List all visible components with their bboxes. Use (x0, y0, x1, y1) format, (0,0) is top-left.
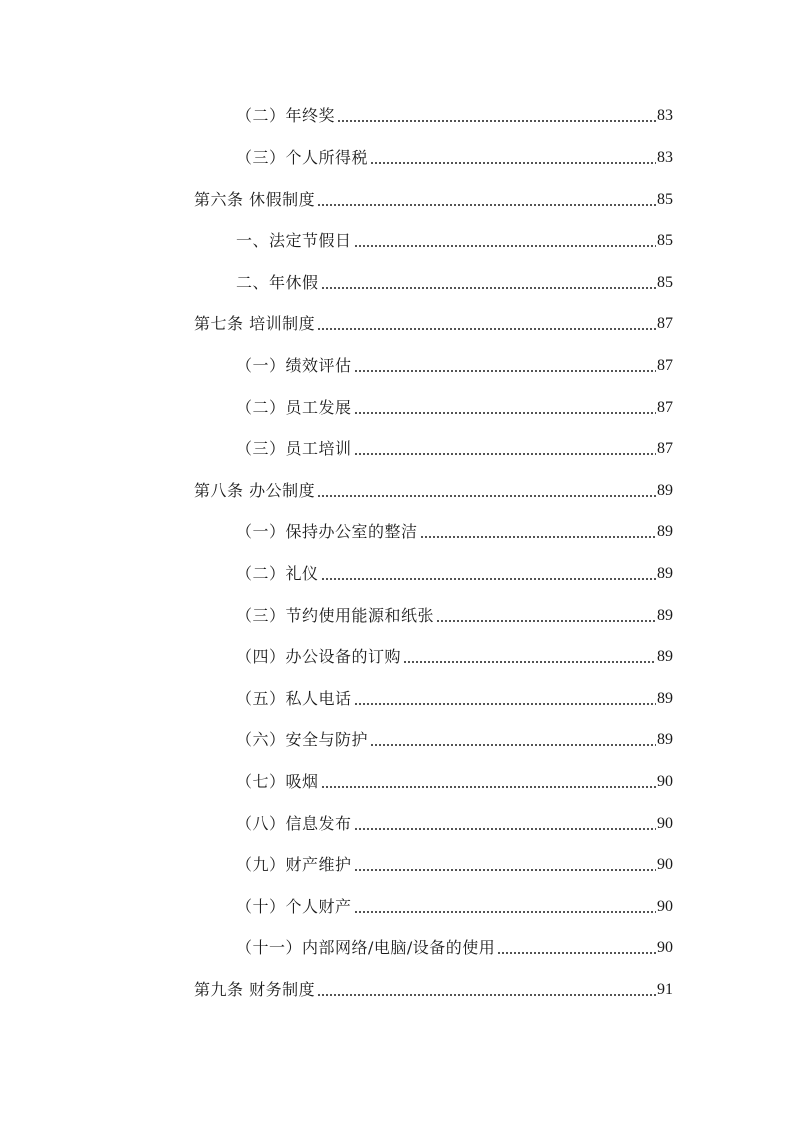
toc-entry[interactable] (236, 146, 673, 168)
toc-entry-page: 90 (657, 898, 673, 915)
toc-entry-label: （二）年终奖 (236, 106, 336, 125)
dot-leader (354, 911, 656, 913)
toc-entry[interactable] (194, 978, 673, 1000)
toc-entry-label: 一、法定节假日 (236, 231, 352, 250)
toc-entry-page: 89 (657, 565, 673, 582)
toc-entry[interactable] (236, 853, 673, 875)
toc-entry-label: （六）安全与防护 (236, 730, 369, 749)
toc-entry[interactable] (194, 312, 673, 334)
dot-leader (497, 952, 656, 954)
toc-entry[interactable] (236, 645, 673, 667)
toc-entry-label: （四）办公设备的订购 (236, 647, 402, 666)
toc-entry-label: 第八条 办公制度 (194, 481, 316, 500)
toc-entry-label: （二）员工发展 (236, 398, 352, 417)
toc-entry[interactable] (236, 520, 673, 542)
toc-entry-page: 89 (657, 690, 673, 707)
toc-entry-label: 二、年休假 (236, 273, 319, 292)
toc-entry[interactable] (236, 770, 673, 792)
dot-leader (354, 370, 656, 372)
toc-entry-page: 87 (657, 399, 673, 416)
toc-entry-page: 90 (657, 856, 673, 873)
toc-entry-label: （二）礼仪 (236, 564, 319, 583)
toc-entry-label: （三）员工培训 (236, 439, 352, 458)
dot-leader (317, 994, 656, 996)
toc-entry-page: 87 (657, 315, 673, 332)
toc-entry-label: （九）财产维护 (236, 855, 352, 874)
dot-leader (321, 287, 656, 289)
dot-leader (354, 869, 656, 871)
toc-entry[interactable] (236, 562, 673, 584)
toc-entry[interactable] (236, 271, 673, 293)
toc-entry-label: （十）个人财产 (236, 897, 352, 916)
toc-entry[interactable] (236, 728, 673, 750)
toc-entry-page: 85 (657, 232, 673, 249)
toc-entry-label: （三）节约使用能源和纸张 (236, 606, 435, 625)
dot-leader (354, 828, 656, 830)
toc-entry-page: 89 (657, 523, 673, 540)
toc-entry[interactable] (236, 396, 673, 418)
dot-leader (354, 703, 656, 705)
toc-entry[interactable] (236, 936, 673, 958)
toc-entry-page: 89 (657, 607, 673, 624)
toc-entry[interactable] (236, 895, 673, 917)
toc-entry-page: 90 (657, 773, 673, 790)
toc-entry[interactable] (236, 604, 673, 626)
toc-entry-page: 85 (657, 191, 673, 208)
dot-leader (370, 162, 656, 164)
toc-entry-page: 89 (657, 731, 673, 748)
toc-entry-label: （三）个人所得税 (236, 148, 369, 167)
dot-leader (354, 245, 656, 247)
toc-entry-page: 83 (657, 107, 673, 124)
toc-entry[interactable] (236, 354, 673, 376)
toc-entry[interactable] (194, 188, 673, 210)
toc-entry[interactable] (236, 104, 673, 126)
dot-leader (420, 536, 656, 538)
toc-entry-label: （一）保持办公室的整洁 (236, 522, 418, 541)
toc-entry[interactable] (236, 229, 673, 251)
dot-leader (317, 204, 656, 206)
toc-entry-label: 第九条 财务制度 (194, 980, 316, 999)
toc-entry-label: （十一）内部网络/电脑/设备的使用 (236, 938, 496, 957)
toc-entry-page: 89 (657, 648, 673, 665)
dot-leader (436, 620, 656, 622)
toc-entry-page: 83 (657, 149, 673, 166)
toc-entry-label: 第六条 休假制度 (194, 190, 316, 209)
dot-leader (354, 412, 656, 414)
toc-entry-page: 87 (657, 357, 673, 374)
toc-entry-page: 90 (657, 815, 673, 832)
dot-leader (354, 453, 656, 455)
toc-entry-page: 91 (657, 981, 673, 998)
dot-leader (321, 578, 656, 580)
dot-leader (337, 120, 656, 122)
toc-entry[interactable] (236, 687, 673, 709)
toc-entry[interactable] (194, 479, 673, 501)
toc-entry-page: 90 (657, 939, 673, 956)
toc-entry-label: （五）私人电话 (236, 689, 352, 708)
toc-entry-label: 第七条 培训制度 (194, 314, 316, 333)
toc-entry-page: 85 (657, 274, 673, 291)
dot-leader (317, 328, 656, 330)
toc-entry-page: 87 (657, 440, 673, 457)
dot-leader (370, 744, 656, 746)
toc-entry-label: （一）绩效评估 (236, 356, 352, 375)
dot-leader (403, 661, 656, 663)
toc-entry-label: （七）吸烟 (236, 772, 319, 791)
toc-entry-page: 89 (657, 482, 673, 499)
dot-leader (321, 786, 656, 788)
toc-entry[interactable] (236, 812, 673, 834)
toc-entry[interactable] (236, 437, 673, 459)
toc-entry-label: （八）信息发布 (236, 814, 352, 833)
dot-leader (317, 495, 656, 497)
